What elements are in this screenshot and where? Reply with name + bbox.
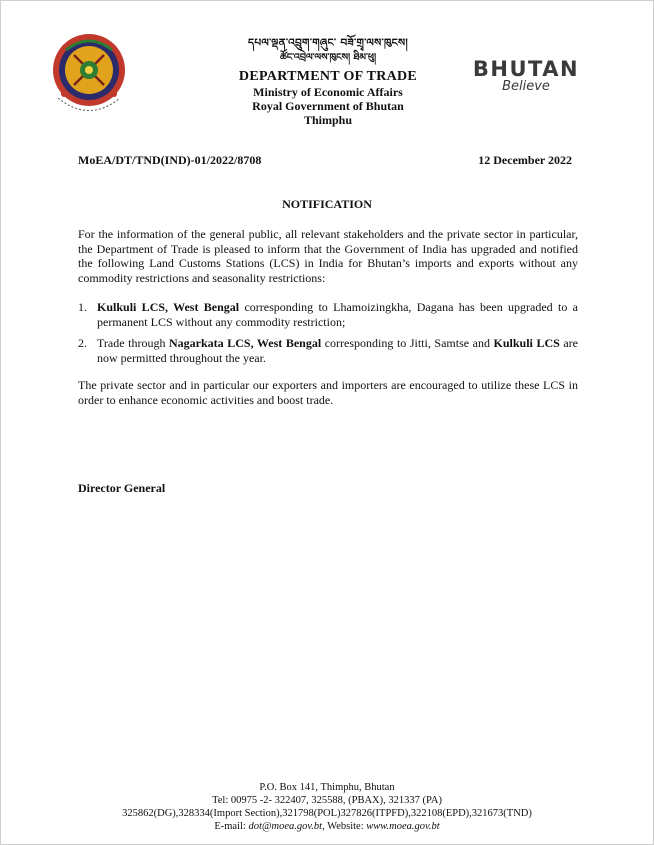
list-plain: corresponding to Jitti, Samtse and [321, 336, 494, 350]
brand-tagline: Believe [502, 79, 550, 94]
list-plain: Trade through [97, 336, 170, 350]
list-text [97, 336, 578, 365]
list-text [97, 300, 578, 329]
footer-telephone: Tel: 00975 -2- 322407, 325588, (PBAX), 321337 (PA) [212, 795, 442, 806]
closing-paragraph: The private sector and in particular our exporters and importers are encouraged to utilize these LCS in order to enhance economic activities and boost trade. [78, 378, 578, 407]
footer-numbers: 325862(DG),328334(Import Section),321798(POL)327826(ITPFD),322108(EPD),321673(TND) [122, 808, 532, 819]
list-plain: corresponding to Lhamoizingkha, Dagana has been upgraded to a permanent LCS without any commodity restriction; [97, 300, 578, 329]
brand-word: BHUTAN [472, 57, 580, 81]
email-label: E-mail: [214, 821, 249, 832]
signatory-title: Director General [78, 481, 166, 495]
list-number: 1. [78, 300, 87, 314]
list-bold: Kulkuli LCS [493, 336, 560, 350]
lcs-list [78, 300, 578, 372]
list-bold: Kulkuli LCS, West Bengal [97, 300, 240, 314]
dzongkha-title-line2: ཚོང་འབྲེལ་ལས་ཁུངས། ཐིམ་ཕུ། [279, 52, 377, 63]
national-emblem-icon [44, 28, 134, 118]
document-title: NOTIFICATION [282, 197, 372, 211]
letter-date: 12 December 2022 [478, 153, 572, 167]
government-name: Royal Government of Bhutan [252, 99, 404, 113]
ministry-name: Ministry of Economic Affairs [253, 85, 403, 99]
bhutan-believe-logo [458, 58, 594, 94]
website-link[interactable]: www.moea.gov.bt [366, 821, 440, 832]
list-bold: Nagarkata LCS, West Bengal [169, 336, 322, 350]
list-item [78, 300, 578, 329]
footer-contact [0, 820, 654, 833]
footer [0, 781, 654, 833]
website-label: , Website: [322, 821, 367, 832]
list-item [78, 336, 578, 365]
list-number: 2. [78, 336, 87, 350]
intro-paragraph: For the information of the general public, all relevant stakeholders and the private sector in particular, the Department of Trade is pleased to inform that the Government of India has upgraded and notified the following Land Customs Stations (LCS) in India for Bhutan’s imports and exports without any commodity restrictions and seasonality restrictions: [78, 227, 578, 285]
list-plain: are now permitted throughout the year. [97, 336, 579, 365]
email-link[interactable]: dot@moea.gov.bt [248, 821, 323, 832]
letterhead [218, 36, 438, 127]
city-name: Thimphu [303, 113, 353, 127]
dzongkha-title-line1: དཔལ་ལྡན་འབྲུག་གཞུང་ བཟོ་གྲྭ་ལས་ཁུངས། [247, 37, 409, 49]
footer-address: P.O. Box 141, Thimphu, Bhutan [259, 782, 395, 793]
department-name: DEPARTMENT OF TRADE [238, 69, 418, 84]
reference-number: MoEA/DT/TND(IND)-01/2022/8708 [78, 153, 262, 167]
